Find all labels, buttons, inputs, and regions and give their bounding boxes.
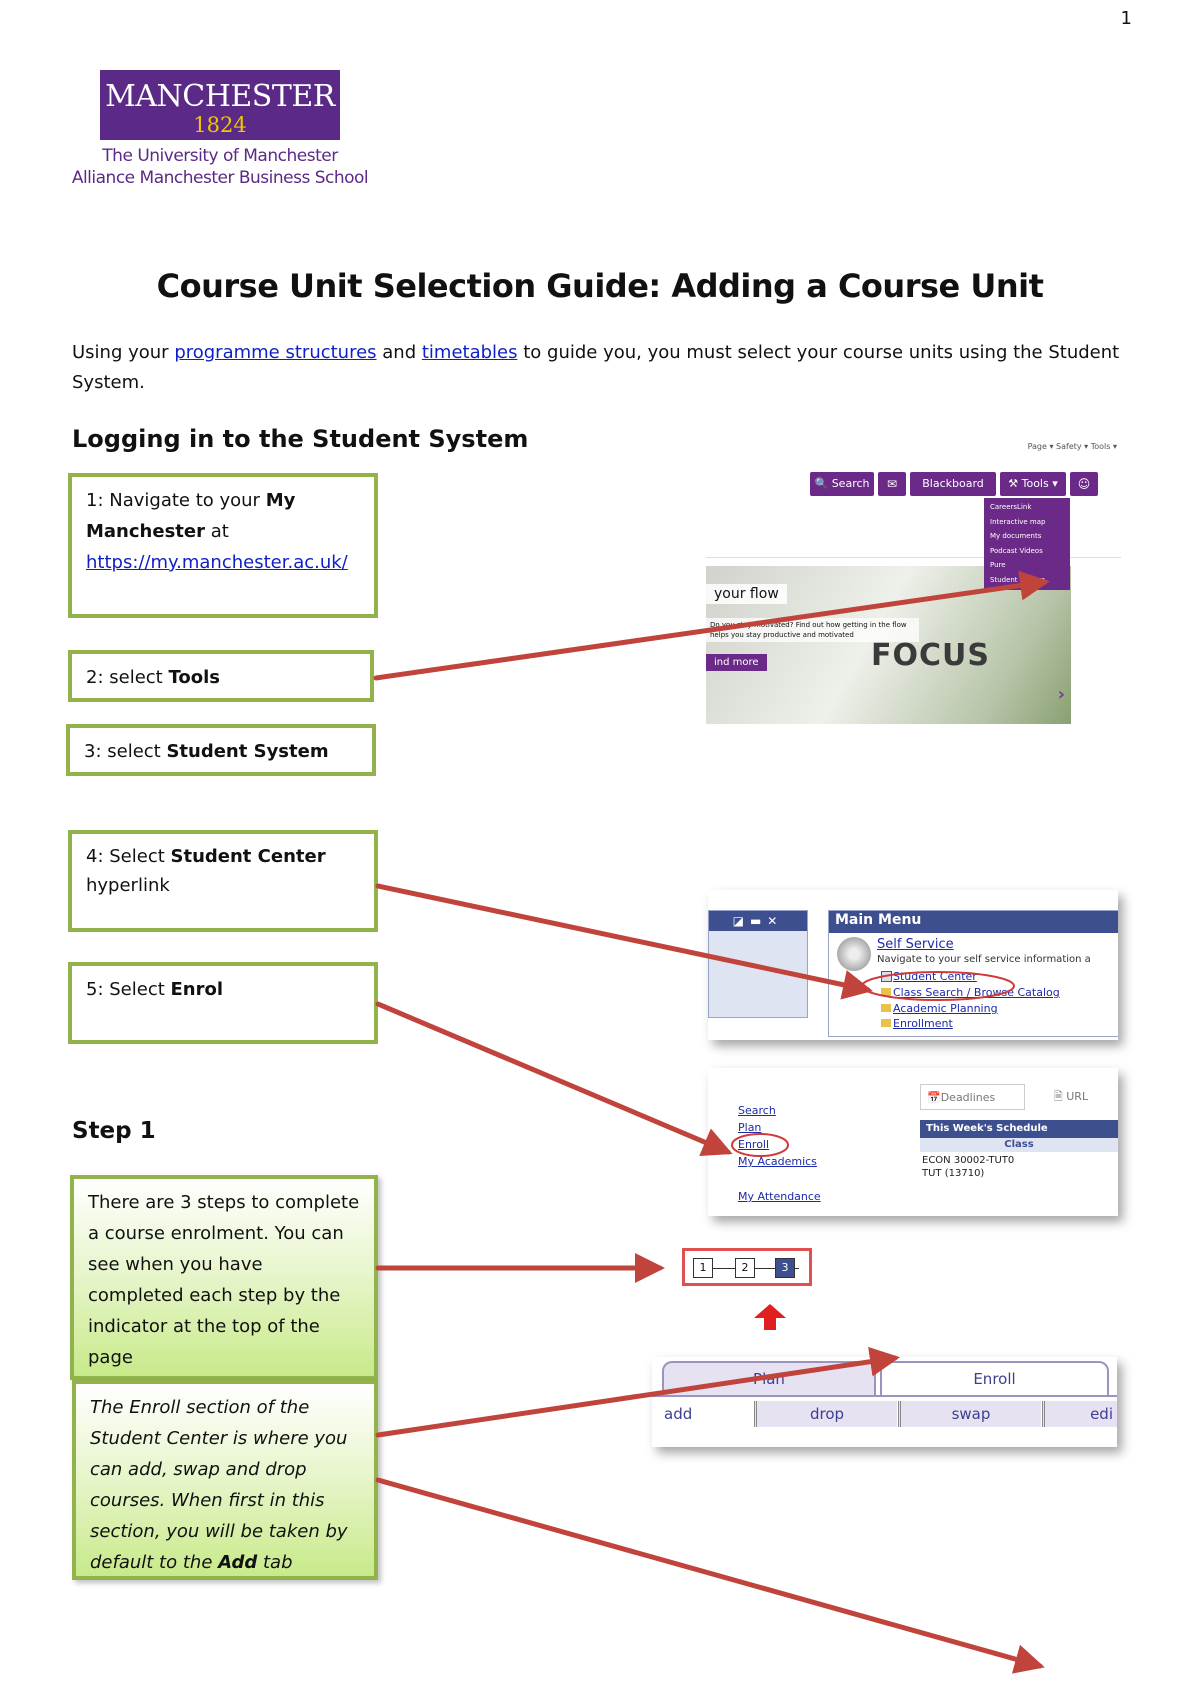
step-4-bold: Student Center [170,846,326,867]
doc-icon [881,971,892,982]
intro-prefix: Using your [72,342,175,363]
indicator-step-3: 3 [775,1258,795,1278]
mail-icon: ✉ [886,477,898,491]
logo-year: 1824 [193,113,247,137]
browser-toolbar: Page ▾ Safety ▾ Tools ▾ [1027,442,1117,451]
section-heading-logging-in: Logging in to the Student System [72,425,529,453]
tab-enroll[interactable]: Enroll [880,1361,1109,1397]
search-link[interactable]: Search [738,1104,776,1117]
step-2-prefix: 2: select [86,667,169,688]
menu-item-interactive-map[interactable]: Interactive map [990,517,1046,526]
subtab-drop[interactable]: drop [754,1401,897,1427]
class-code: ECON 30002-TUT0 [922,1155,1015,1166]
step-3-box [66,724,376,776]
intro-middle: and [376,342,422,363]
university-logo [100,70,340,140]
academic-planning-link[interactable]: Academic Planning [893,1002,998,1015]
logo-wordmark: MANCHESTER [105,79,335,114]
nav-blackboard-label: Blackboard [922,477,984,490]
my-attendance-link[interactable]: My Attendance [738,1190,821,1203]
section-heading-step-1: Step 1 [72,1118,156,1144]
subtab-add[interactable]: add [652,1401,748,1427]
folder-icon [881,1019,891,1027]
intro-suffix: to guide you, you must select your course units using the Student System. [72,342,1120,393]
logo-university: The University of Manchester [102,146,338,166]
class-section: TUT (13710) [922,1168,985,1179]
class-column-header: Class [920,1138,1118,1152]
next-slide-icon[interactable]: › [1057,684,1065,705]
enroll-section-note [72,1380,378,1580]
deadlines-label: Deadlines [940,1091,996,1104]
step-4-prefix: 4: Select [86,846,171,867]
nav-mail-button[interactable] [878,472,906,496]
self-service-icon [837,937,871,971]
timetables-link[interactable]: timetables [421,342,518,363]
step-1-suffix: at [204,521,229,542]
step-2-box [68,650,374,702]
nav-tools-label: Tools [1021,477,1049,490]
my-manchester-link[interactable]: https://my.manchester.ac.uk/ [86,552,348,573]
enroll-note-bold: Add [218,1552,258,1573]
arrow-add-tab [378,1480,1040,1666]
deadlines-button[interactable]: 📅Deadlines [920,1084,1025,1110]
left-pane [708,910,808,1018]
main-menu-screenshot [708,890,1118,1040]
programme-structures-link[interactable]: programme structures [174,342,377,363]
step-5-bold: Enrol [170,979,224,1000]
logo-school: Alliance Manchester Business School [71,168,369,188]
enroll-tabs-screenshot [652,1357,1117,1447]
student-center-screenshot [708,1068,1118,1216]
self-service-link[interactable]: Self Service [877,937,954,952]
enroll-note-suffix: tab [257,1552,293,1573]
menu-item-pure[interactable]: Pure [990,561,1006,569]
user-icon: ☺ [1077,477,1091,491]
step-1-bold: My Manchester [86,490,296,542]
nav-blackboard-button[interactable] [910,472,996,496]
main-menu-heading [829,911,1118,933]
class-search-link[interactable]: Class Search / Browse Catalog [893,986,1060,999]
student-center-link[interactable]: Student Center [893,970,977,983]
url-label: URL [1066,1090,1089,1103]
three-steps-text: There are 3 steps to complete a course enrolment. You can see when you have completed each step by the indicator at the top of the page [88,1192,360,1368]
indicator-step-1: 1 [693,1258,713,1278]
step-5-prefix: 5: Select [86,979,171,1000]
arrow-enrol [378,1004,728,1152]
nav-user-button[interactable] [1070,472,1098,496]
mymanchester-screenshot [706,438,1121,728]
banner-text: Do you stay motivated? Find out how getting in the flow helps you stay productive and motivated [706,618,919,642]
step-1-prefix: 1: Navigate to your [86,490,266,511]
url-button[interactable]: 🗎 URL [1053,1090,1089,1103]
tab-plan[interactable]: Plan [662,1361,876,1395]
step-3-bold: Student System [166,741,329,762]
subtab-swap[interactable]: swap [898,1401,1041,1427]
step-1-box [68,473,378,618]
menu-item-student-system[interactable]: Student system [990,575,1046,584]
three-steps-note [70,1175,378,1380]
folder-icon [881,1004,891,1012]
enroll-link[interactable]: Enroll [738,1138,770,1151]
plan-link[interactable]: Plan [738,1121,762,1134]
tab-baseline [652,1395,1117,1397]
main-menu-panel [828,910,1118,1037]
enrollment-link[interactable]: Enrollment [893,1017,953,1030]
schedule-heading: This Week's Schedule [920,1120,1118,1138]
page-number: 1 [1120,8,1132,29]
step-2-bold: Tools [168,667,220,688]
enroll-note-prefix: The Enroll section of the Student Center is where you can add, swap and drop courses. When first in this section, you will be taken by default to the [90,1397,348,1573]
step-indicator [682,1248,812,1286]
intro-paragraph [72,338,1132,398]
step-4-box [68,830,378,932]
class-entry [922,1154,1014,1180]
step-5-box [68,962,378,1044]
indicator-up-arrow [754,1304,786,1330]
subtab-edit[interactable]: edi [1042,1401,1117,1427]
banner-heading: your flow [706,584,787,604]
tools-dropdown-menu [984,498,1070,590]
window-controls: ◪▬✕ [709,911,807,931]
banner-button[interactable]: ind more [706,654,767,671]
banner-focus-word: FOCUS [871,638,990,673]
nav-search-label: Search [831,477,870,490]
step-3-prefix: 3: select [84,741,167,762]
folder-icon [881,988,891,996]
nav-search-button[interactable]: 🔍 Search [810,472,874,496]
step-4-suffix: hyperlink [86,875,170,896]
menu-item-my-documents[interactable]: My documents [990,532,1042,540]
menu-item-careerslink[interactable]: CareersLink [990,503,1032,511]
main-menu-title: Main Menu [835,912,922,928]
page-title: Course Unit Selection Guide: Adding a Course Unit [156,267,1044,305]
nav-tools-button[interactable]: ⚒ Tools ▾ [1000,472,1066,496]
indicator-step-2: 2 [735,1258,755,1278]
self-service-description: Navigate to your self service information a [877,954,1091,965]
menu-item-podcast-videos[interactable]: Podcast Videos [990,546,1043,555]
my-academics-link[interactable]: My Academics [738,1155,817,1168]
